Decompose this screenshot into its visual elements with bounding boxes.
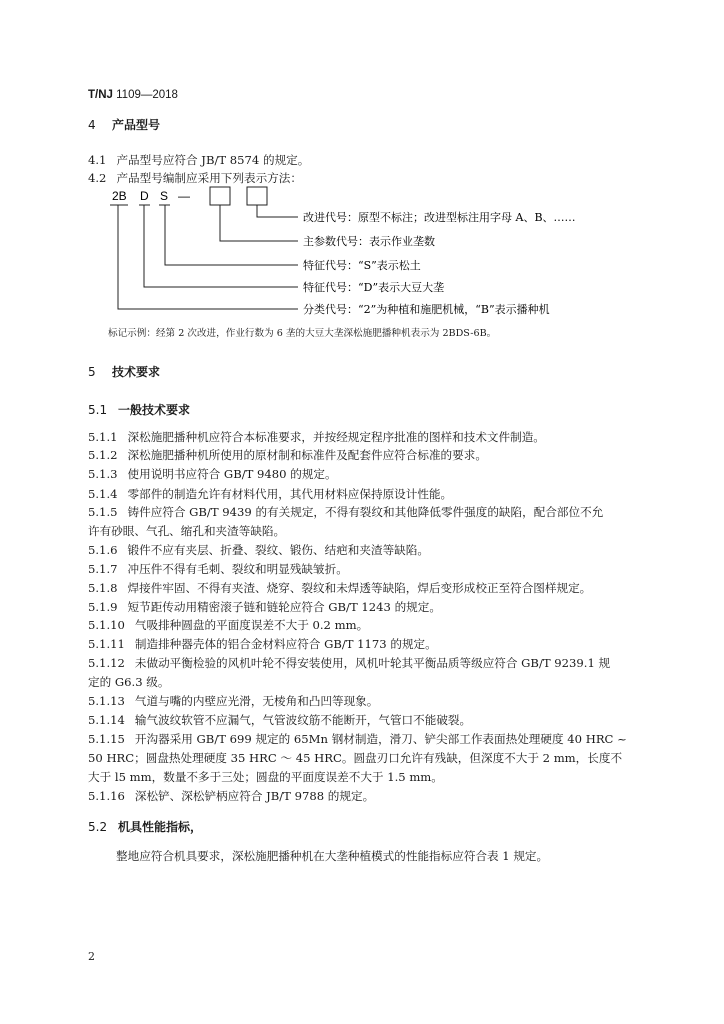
- clause-number: 5.1.2: [88, 448, 118, 462]
- clause-text: 深松铲、深松铲柄应符合 JB/T 9788 的规定。: [134, 789, 375, 803]
- clause-number: 5.1.14: [88, 713, 125, 727]
- clause-line: [88, 693, 378, 709]
- clause-number: 4.1: [88, 153, 107, 167]
- clause-continuation: 大于 l5 mm，数量不多于三处；圆盘的平面度误差不大于 1.5 mm。: [88, 770, 443, 784]
- clause-text: 使用说明书应符合 GB/T 9480 的规定。: [127, 467, 337, 481]
- subsection-title: 机具性能指标，: [118, 820, 203, 834]
- clause-number: 5.1.4: [88, 487, 118, 501]
- label-classification: 分类代号：“2”为种植和施肥机械，“B”表示播种机: [303, 303, 550, 316]
- clause-line: [88, 788, 374, 804]
- clause-text: 开沟器采用 GB/T 699 规定的 65Mn 钢材制造，滑刀、铲尖部工作表面热处理硬度 40 HRC ~: [134, 732, 627, 746]
- clause-line: [88, 712, 471, 728]
- code-dash: —: [178, 189, 190, 203]
- section-title: 技术要求: [112, 365, 161, 379]
- clause-number: 5.1.11: [88, 637, 125, 651]
- section-number: 5: [88, 365, 96, 379]
- clause-line: [88, 580, 591, 596]
- clause-line: [88, 466, 337, 482]
- section-5-heading: [88, 363, 160, 380]
- code-d: D: [140, 189, 149, 203]
- standard-prefix: T/NJ: [88, 89, 113, 101]
- clause-line: [88, 636, 437, 652]
- performance-paragraph: 整地应符合机具要求，深松施肥播种机在大垄种植模式的性能指标应符合表 1 规定。: [116, 849, 549, 863]
- clause-line: [88, 542, 429, 558]
- clause-text: 零部件的制造允许有材料代用，其代用材料应保持原设计性能。: [127, 487, 453, 501]
- leader-s: [165, 205, 298, 265]
- clause-number: 5.1.13: [88, 694, 125, 708]
- clause-line: [88, 486, 452, 502]
- main-param-box: [210, 187, 230, 205]
- clause-text: 气吸排种圆盘的平面度误差不大于 0.2 mm。: [134, 618, 369, 632]
- clause-line: [88, 617, 368, 633]
- clause-number: 5.1.5: [88, 505, 118, 519]
- code-2b: 2B: [112, 189, 127, 203]
- clause-text: 短节距传动用精密滚子链和链轮应符合 GB/T 1243 的规定。: [127, 600, 441, 614]
- clause-line: [88, 504, 603, 520]
- leader-improvement: [257, 205, 298, 217]
- clause-continuation: 定的 G6.3 级。: [88, 675, 170, 689]
- clause-line: [88, 561, 348, 577]
- clause-line: [88, 447, 487, 463]
- leader-2b: [118, 205, 298, 309]
- leader-main-param: [220, 205, 298, 241]
- standard-number: 1109—2018: [116, 89, 178, 101]
- clause-text: 未做动平衡检验的风机叶轮不得安装使用，风机叶轮其平衡品质等级应符合 GB/T 9239.1 规: [134, 656, 611, 670]
- subsection-number: 5.1: [88, 403, 108, 417]
- clause-number: 5.1.8: [88, 581, 118, 595]
- clause-number: 5.1.3: [88, 467, 118, 481]
- clause-text: 产品型号编制应采用下列表示方法：: [116, 171, 302, 185]
- clause-text: 气道与嘴的内壁应光滑，无棱角和凸凹等现象。: [134, 694, 379, 708]
- label-feature-d: 特征代号：“D”表示大豆大垄: [303, 281, 445, 294]
- clause-text: 铸件应符合 GB/T 9439 的有关规定，不得有裂纹和其他降低零件强度的缺陷，配合部位不允: [127, 505, 604, 519]
- page-number: 2: [88, 950, 95, 963]
- clause-number: 5.1.7: [88, 562, 118, 576]
- improvement-box: [247, 187, 267, 205]
- clause-text: 深松施肥播种机应符合本标准要求，并按经规定程序批准的图样和技术文件制造。: [127, 430, 545, 444]
- clause-number: 5.1.1: [88, 430, 118, 444]
- label-feature-s: 特征代号：“S”表示松土: [303, 259, 421, 272]
- label-improvement: 改进代号：原型不标注；改进型标注用字母 A、B、……: [303, 211, 576, 224]
- clause-line: [88, 655, 610, 671]
- clause-number: 5.1.12: [88, 656, 125, 670]
- clause-line: [88, 731, 627, 747]
- subsection-title: 一般技术要求: [118, 403, 191, 417]
- subsection-number: 5.2: [88, 820, 108, 834]
- clause-text: 深松施肥播种机所使用的原材制和标准件及配套件应符合标准的要求。: [127, 448, 487, 462]
- clause-number: 5.1.6: [88, 543, 118, 557]
- label-main-param: 主参数代号：表示作业垄数: [303, 235, 435, 248]
- clause-text: 锻件不应有夹层、折叠、裂纹、锻伤、结疤和夹渣等缺陷。: [127, 543, 429, 557]
- clause-number: 5.1.16: [88, 789, 125, 803]
- marking-example: 标记示例：经第 2 次改进，作业行数为 6 垄的大豆大垄深松施肥播种机表示为 2BDS-6B。: [108, 328, 497, 339]
- subsection-5-1-heading: [88, 401, 190, 418]
- clause-text: 输气波纹软管不应漏气，气管波纹筋不能断开，气管口不能破裂。: [134, 713, 472, 727]
- section-title: 产品型号: [112, 118, 161, 132]
- clause-text: 焊接件牢固、不得有夹渣、烧穿、裂纹和未焊透等缺陷，焊后变形成校正至符合图样规定。: [127, 581, 592, 595]
- clause-number: 5.1.10: [88, 618, 125, 632]
- clause-continuation: 50 HRC；圆盘热处理硬度 35 HRC ～ 45 HRC。圆盘刃口允许有残缺，但深度不大于 2 mm，长度不: [88, 751, 623, 765]
- clause-text: 制造排种器壳体的铝合金材料应符合 GB/T 1173 的规定。: [134, 637, 437, 651]
- clause-number: 5.1.9: [88, 600, 118, 614]
- clause-text: 产品型号应符合 JB/T 8574 的规定。: [116, 153, 310, 167]
- clause-number: 5.1.15: [88, 732, 125, 746]
- code-s: S: [160, 189, 169, 203]
- clause-line: [88, 429, 545, 445]
- clause-text: 冲压件不得有毛刺、裂纹和明显残缺皱折。: [127, 562, 348, 576]
- subsection-5-2-heading: [88, 818, 202, 835]
- section-number: 4: [88, 118, 96, 132]
- clause-continuation: 许有砂眼、气孔、缩孔和夹渣等缺陷。: [88, 524, 286, 538]
- clause-line: [88, 599, 441, 615]
- clause-number: 4.2: [88, 171, 107, 185]
